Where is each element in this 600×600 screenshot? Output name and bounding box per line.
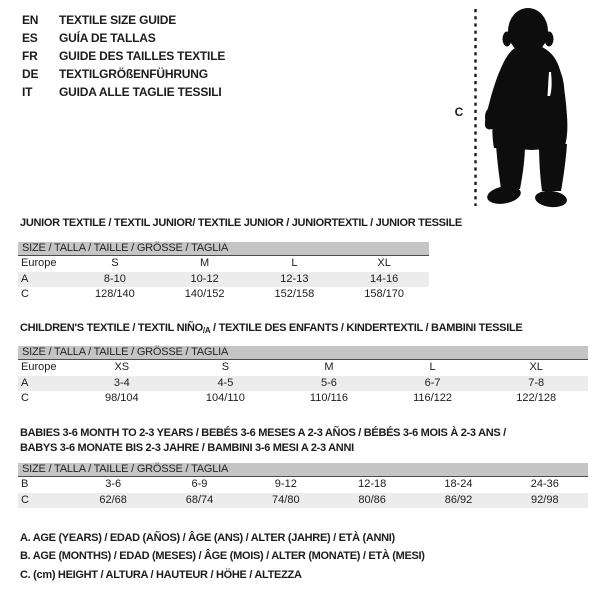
table-cell: Europe bbox=[21, 361, 57, 373]
footnote-c: C. (cm) HEIGHT / ALTURA / HAUTEUR / HÖHE / ALTEZZA bbox=[20, 568, 302, 581]
table-cell: M bbox=[200, 257, 210, 269]
table-cell: 14-16 bbox=[370, 272, 399, 285]
footnote-a: A. AGE (YEARS) / EDAD (AÑOS) / ÂGE (ANS) / ALTER (JAHRE) / ETÀ (ANNI) bbox=[20, 532, 395, 544]
lang-title: GUÍA DE TALLAS bbox=[59, 31, 156, 45]
table-cell: 9-12 bbox=[274, 478, 297, 490]
table-cell: 122/128 bbox=[516, 392, 557, 404]
table-cell: 6-9 bbox=[191, 478, 208, 490]
table-row-months bbox=[18, 477, 588, 493]
table-cell: 6-7 bbox=[424, 376, 441, 389]
table-cell: 92/98 bbox=[531, 493, 559, 506]
table-cell: 7-8 bbox=[528, 376, 545, 389]
footnote-b: B. AGE (MONTHS) / EDAD (MESES) / ÂGE (MOIS) / ALTER (MONATE) / ETÀ (MESI) bbox=[20, 550, 425, 563]
table-cell: M bbox=[324, 361, 334, 373]
table-cell: L bbox=[291, 257, 298, 269]
lang-code: ES bbox=[22, 31, 38, 45]
table-cell: 5-6 bbox=[321, 376, 337, 389]
table-cell: 24-36 bbox=[530, 478, 559, 490]
title-text: CHILDREN'S TEXTILE / TEXTIL NIÑO bbox=[20, 322, 203, 334]
babies-textile-section bbox=[18, 426, 588, 508]
title-line-2: BABYS 3-6 MONATE BIS 2-3 JAHRE / BAMBINI 3-6 MESI A 2-3 ANNI bbox=[20, 442, 354, 454]
babies-size-table bbox=[18, 477, 588, 508]
table-cell: 4-5 bbox=[217, 376, 234, 389]
table-row-height bbox=[18, 287, 429, 303]
table-cell: S bbox=[111, 257, 119, 269]
table-cell: B bbox=[21, 478, 29, 490]
table-cell: C bbox=[21, 493, 29, 506]
table-row-europe bbox=[18, 256, 429, 272]
language-legend bbox=[22, 11, 225, 101]
table-cell: C bbox=[21, 288, 29, 300]
lang-title: TEXTILGRÖßENFÜHRUNG bbox=[59, 67, 208, 81]
lang-line-es bbox=[22, 29, 225, 47]
table-cell: XL bbox=[377, 257, 391, 269]
junior-size-table bbox=[18, 256, 429, 303]
footnotes bbox=[20, 529, 425, 584]
table-cell: 128/140 bbox=[94, 288, 135, 300]
table-cell: L bbox=[429, 361, 436, 373]
table-cell: 74/80 bbox=[272, 493, 300, 506]
lang-line-it bbox=[22, 83, 225, 101]
table-cell: XS bbox=[114, 361, 130, 373]
table-cell: 12-18 bbox=[358, 478, 387, 490]
table-cell: 86/92 bbox=[444, 493, 473, 506]
lang-code: DE bbox=[22, 67, 39, 81]
size-header-bar: SIZE / TALLA / TAILLE / GRÖSSE / TAGLIA bbox=[18, 346, 588, 360]
table-cell: A bbox=[21, 376, 29, 389]
table-row-age bbox=[18, 272, 429, 288]
table-cell: 140/152 bbox=[184, 288, 225, 300]
lang-line-de bbox=[22, 65, 225, 83]
table-cell: 80/86 bbox=[358, 493, 386, 506]
children-table-title bbox=[20, 322, 588, 337]
children-size-table bbox=[18, 360, 588, 407]
table-cell: 152/158 bbox=[274, 288, 315, 300]
table-cell: XL bbox=[529, 361, 543, 373]
lang-code: EN bbox=[22, 13, 39, 27]
table-cell: S bbox=[221, 361, 230, 373]
table-row-europe bbox=[18, 360, 588, 376]
table-cell: Europe bbox=[21, 257, 57, 269]
junior-table-title: JUNIOR TEXTILE / TEXTIL JUNIOR/ TEXTILE JUNIOR / JUNIORTEXTIL / JUNIOR TESSILE bbox=[20, 217, 462, 229]
title-subscript: /A bbox=[202, 326, 211, 335]
babies-table-title bbox=[20, 426, 588, 456]
junior-textile-section bbox=[18, 217, 462, 303]
table-cell: 8-10 bbox=[103, 272, 126, 285]
title-line-1: BABIES 3-6 MONTH TO 2-3 YEARS / BEBÉS 3-6 MESES A 2-3 AÑOS / BÉBÉS 3-6 MOIS À 2-3 ANS / bbox=[20, 427, 506, 439]
lang-code: IT bbox=[22, 85, 33, 99]
lang-line-fr bbox=[22, 47, 225, 65]
table-cell: 62/68 bbox=[99, 493, 127, 506]
size-header-bar: SIZE / TALLA / TAILLE / GRÖSSE / TAGLIA bbox=[18, 242, 429, 256]
table-cell: 116/122 bbox=[413, 392, 453, 404]
lang-code: FR bbox=[22, 49, 38, 63]
children-textile-section bbox=[18, 322, 588, 407]
table-cell: 110/116 bbox=[309, 392, 349, 404]
table-cell: 3-4 bbox=[113, 376, 130, 389]
table-cell: 3-6 bbox=[105, 478, 122, 490]
table-cell: 10-12 bbox=[190, 272, 219, 285]
lang-title: GUIDE DES TAILLES TEXTILE bbox=[59, 49, 226, 63]
table-cell: 12-13 bbox=[280, 272, 309, 285]
table-cell: C bbox=[21, 392, 29, 404]
table-cell: 158/170 bbox=[364, 288, 404, 300]
lang-title: GUIDA ALLE TAGLIE TESSILI bbox=[59, 85, 222, 99]
table-cell: 104/110 bbox=[205, 392, 245, 404]
lang-title: TEXTILE SIZE GUIDE bbox=[59, 13, 177, 27]
size-header-bar: SIZE / TALLA / TAILLE / GRÖSSE / TAGLIA bbox=[18, 463, 588, 477]
table-row-age bbox=[18, 376, 588, 392]
height-measure-label: C bbox=[454, 105, 464, 119]
table-cell: 18-24 bbox=[444, 478, 473, 490]
table-cell: 98/104 bbox=[104, 392, 139, 404]
title-text: / TEXTILE DES ENFANTS / KINDERTEXTIL / BAMBINI TESSILE bbox=[210, 322, 523, 334]
table-row-height bbox=[18, 391, 588, 407]
lang-line-en bbox=[22, 11, 225, 29]
table-cell: A bbox=[21, 272, 29, 285]
table-cell: 68/74 bbox=[185, 493, 214, 506]
table-row-height bbox=[18, 493, 588, 509]
